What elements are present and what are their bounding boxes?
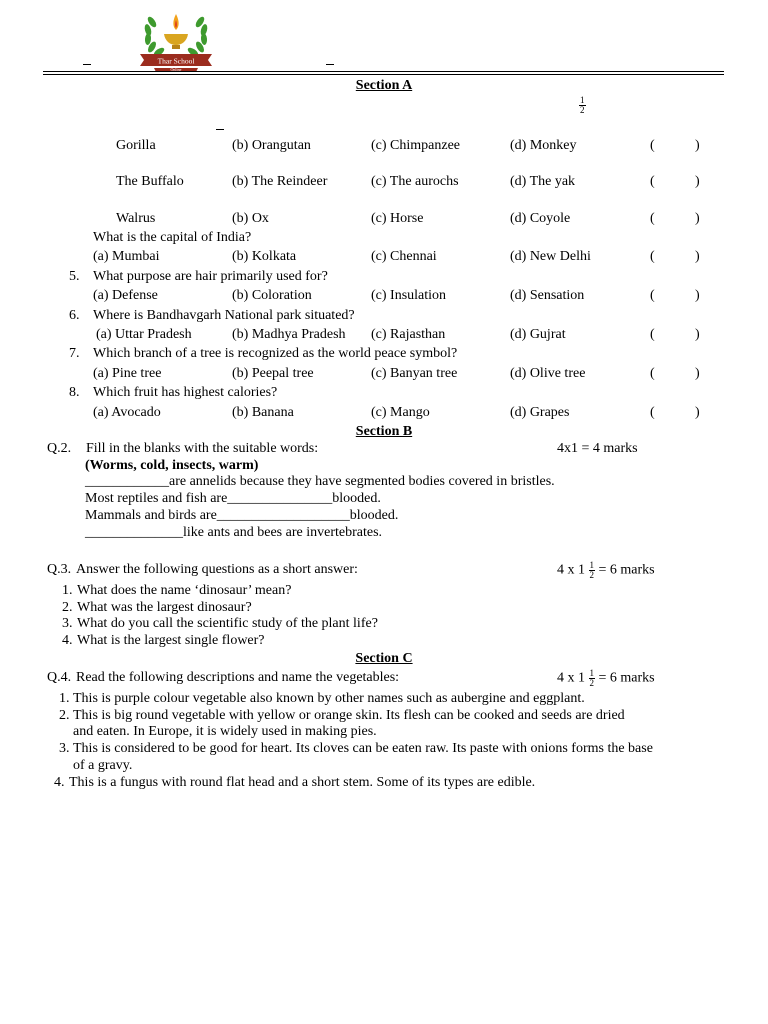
marks-prefix: 4 x 1 — [557, 670, 585, 686]
answer-bracket-close: ) — [695, 211, 700, 226]
option-a: The Buffalo — [116, 174, 184, 189]
answer-bracket-close: ) — [695, 138, 700, 153]
answer-bracket-close: ) — [695, 327, 700, 342]
list-item-number: 1. — [62, 583, 73, 598]
q2-instruction: Fill in the blanks with the suitable words: — [86, 441, 319, 456]
section-a-title: Section A — [355, 78, 413, 93]
option-c: (c) Chennai — [371, 249, 437, 264]
question-text: What purpose are hair primarily used for? — [93, 269, 328, 284]
fill-blank-line: ______________like ants and bees are invertebrates. — [85, 525, 383, 540]
answer-bracket-open: ( — [650, 405, 655, 420]
q4-marks — [557, 669, 655, 688]
q3-instruction: Answer the following questions as a short answer: — [76, 562, 358, 577]
question-number: 8. — [69, 385, 80, 400]
answer-bracket-close: ) — [695, 366, 700, 381]
list-item-continued: of a gravy. — [73, 758, 133, 773]
answer-bracket-open: ( — [650, 249, 655, 264]
question-text: What is the capital of India? — [93, 230, 252, 245]
school-place: Online — [170, 67, 182, 72]
question-number: 6. — [69, 308, 80, 323]
option-c: (c) Mango — [371, 405, 430, 420]
question-number: 7. — [69, 346, 80, 361]
q2-label: Q.2. — [47, 441, 72, 456]
option-a: Gorilla — [116, 138, 156, 153]
question-text: Where is Bandhavgarh National park situated? — [93, 308, 355, 323]
option-d: (d) Monkey — [510, 138, 577, 153]
answer-bracket-open: ( — [650, 366, 655, 381]
option-c: (c) Chimpanzee — [371, 138, 461, 153]
option-a: Walrus — [116, 211, 156, 226]
fraction-numerator: 1 — [580, 95, 585, 105]
option-a: (a) Avocado — [93, 405, 161, 420]
list-item: What does the name ‘dinosaur’ mean? — [77, 583, 292, 598]
list-item-number: 3. — [59, 741, 70, 756]
q4-instruction: Read the following descriptions and name the vegetables: — [76, 670, 400, 685]
option-d: (d) The yak — [510, 174, 576, 189]
marks-prefix: 4 x 1 — [557, 562, 585, 578]
option-d: (d) Coyole — [510, 211, 571, 226]
fill-blank-line: ____________are annelids because they have segmented bodies covered in bristles. — [85, 474, 555, 489]
list-item: This is purple colour vegetable also known by other names such as aubergine and eggplant. — [73, 691, 585, 706]
header-rule-top — [43, 71, 724, 72]
answer-bracket-open: ( — [650, 288, 655, 303]
option-c: (c) Insulation — [371, 288, 447, 303]
fill-blank-line: Most reptiles and fish are_______________blooded. — [85, 491, 381, 506]
school-name: Thar School — [157, 56, 195, 66]
section-c-title: Section C — [355, 651, 413, 666]
option-c: (c) Banyan tree — [371, 366, 458, 381]
option-b: (b) Kolkata — [232, 249, 297, 264]
option-b: (b) Madhya Pradesh — [232, 327, 346, 342]
fraction-denominator: 2 — [589, 678, 594, 688]
q3-label: Q.3. — [47, 562, 72, 577]
answer-bracket-open: ( — [650, 327, 655, 342]
question-number: 5. — [69, 269, 80, 284]
list-item: This is big round vegetable with yellow or orange skin. Its flesh can be cooked and seeds are dried — [73, 708, 625, 723]
fraction-numerator: 1 — [589, 668, 594, 678]
marks-fraction — [589, 561, 596, 580]
section-a-marks-fraction — [579, 96, 586, 115]
header-dash-left — [83, 64, 91, 65]
marks-suffix: = 6 marks — [598, 670, 655, 686]
answer-bracket-open: ( — [650, 211, 655, 226]
answer-bracket-open: ( — [650, 174, 655, 189]
header-dash-right — [326, 64, 334, 65]
list-item: What do you call the scientific study of the plant life? — [77, 616, 378, 631]
option-a: (a) Pine tree — [93, 366, 162, 381]
question-text: Which branch of a tree is recognized as the world peace symbol? — [93, 346, 458, 361]
q4-label: Q.4. — [47, 670, 72, 685]
list-item-number: 1. — [59, 691, 70, 706]
list-item-number: 4. — [62, 633, 73, 648]
option-b: (b) Ox — [232, 211, 269, 226]
option-d: (d) New Delhi — [510, 249, 591, 264]
list-item: This is a fungus with round flat head and a short stem. Some of its types are edible. — [69, 775, 536, 790]
option-d: (d) Sensation — [510, 288, 585, 303]
fraction-denominator: 2 — [580, 105, 585, 115]
answer-bracket-close: ) — [695, 174, 700, 189]
list-item-number: 4. — [54, 775, 65, 790]
answer-bracket-close: ) — [695, 405, 700, 420]
list-item: What was the largest dinosaur? — [77, 600, 252, 615]
option-d: (d) Olive tree — [510, 366, 586, 381]
option-b: (b) The Reindeer — [232, 174, 328, 189]
school-logo — [138, 8, 214, 72]
option-b: (b) Peepal tree — [232, 366, 314, 381]
answer-bracket-open: ( — [650, 138, 655, 153]
option-d: (d) Grapes — [510, 405, 570, 420]
answer-bracket-close: ) — [695, 288, 700, 303]
option-c: (c) Rajasthan — [371, 327, 446, 342]
fill-blank-line: Mammals and birds are___________________blooded. — [85, 508, 399, 523]
answer-bracket-close: ) — [695, 249, 700, 264]
list-item: What is the largest single flower? — [77, 633, 265, 648]
section-a-dash — [216, 129, 224, 130]
list-item-number: 2. — [59, 708, 70, 723]
option-c: (c) The aurochs — [371, 174, 459, 189]
option-b: (b) Coloration — [232, 288, 312, 303]
fraction-denominator: 2 — [589, 570, 594, 580]
section-b-title: Section B — [355, 424, 413, 439]
fraction-numerator: 1 — [589, 560, 594, 570]
option-a: (a) Mumbai — [93, 249, 160, 264]
list-item: This is considered to be good for heart. Its cloves can be eaten raw. Its paste with onions forms the base — [73, 741, 653, 756]
option-d: (d) Gujrat — [510, 327, 566, 342]
list-item-number: 3. — [62, 616, 73, 631]
question-text: Which fruit has highest calories? — [93, 385, 278, 400]
marks-fraction — [589, 669, 596, 688]
marks-suffix: = 6 marks — [598, 562, 655, 578]
option-b: (b) Banana — [232, 405, 294, 420]
q2-word-bank: (Worms, cold, insects, warm) — [85, 458, 259, 473]
option-a: (a) Uttar Pradesh — [96, 327, 192, 342]
school-logo-emblem — [138, 8, 214, 72]
q2-marks: 4x1 = 4 marks — [557, 441, 638, 456]
option-b: (b) Orangutan — [232, 138, 311, 153]
list-item-number: 2. — [62, 600, 73, 615]
option-c: (c) Horse — [371, 211, 424, 226]
header-rule-bottom — [43, 74, 724, 75]
list-item-continued: and eaten. In Europe, it is widely used in making pies. — [73, 724, 377, 739]
option-a: (a) Defense — [93, 288, 158, 303]
q3-marks — [557, 561, 655, 580]
